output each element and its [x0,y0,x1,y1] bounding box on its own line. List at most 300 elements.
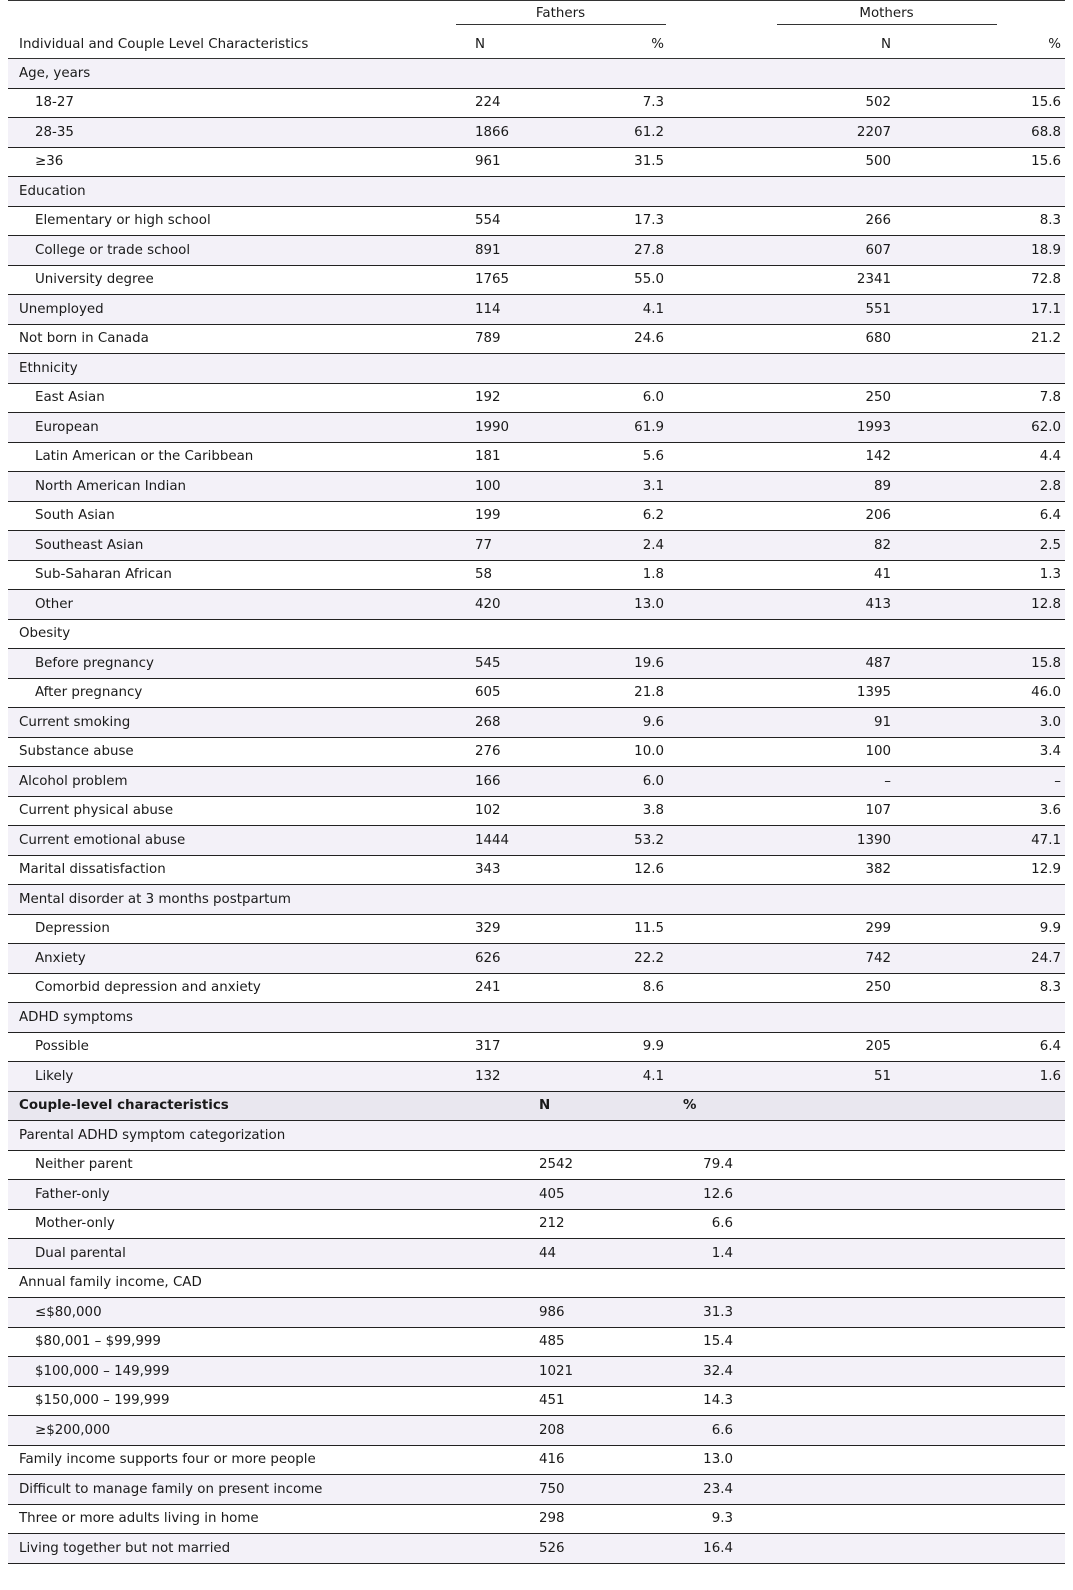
mothers-n-cell: 91 [668,708,893,738]
table-row [8,531,1065,561]
mothers-n-cell: 107 [668,796,893,826]
row-label: East Asian [8,383,453,413]
fathers-n-cell: 961 [453,147,533,177]
table-row [8,265,1065,295]
row-label: Annual family income, CAD [8,1268,453,1298]
fathers-n-cell [453,619,533,649]
fathers-n-cell: 268 [453,708,533,738]
row-spacer [893,1298,1065,1328]
row-spacer [893,1475,1065,1505]
fathers-n-cell: 789 [453,324,533,354]
couple-pct-cell: 13.0 [668,1445,893,1475]
table-row [8,177,1065,207]
row-label: Alcohol problem [8,767,453,797]
row-spacer [893,1504,1065,1534]
mothers-pct-cell: 8.3 [893,973,1065,1003]
mothers-pct-cell: 6.4 [893,1032,1065,1062]
row-label: Current smoking [8,708,453,738]
fathers-n-cell: 58 [453,560,533,590]
row-label: $80,001 – $99,999 [8,1327,453,1357]
row-spacer [453,1150,533,1180]
fathers-pct-cell [533,619,668,649]
fathers-n-cell [453,177,533,207]
table-row [8,501,1065,531]
row-label: South Asian [8,501,453,531]
couple-pct-cell: 1.4 [668,1239,893,1269]
table-row [8,1003,1065,1033]
fathers-n-cell [453,354,533,384]
row-spacer [893,1268,1065,1298]
characteristics-table-container [8,0,1065,1564]
table-row [8,1150,1065,1180]
row-spacer [893,1416,1065,1446]
mothers-pct-cell: 8.3 [893,206,1065,236]
fathers-n-cell: 114 [453,295,533,325]
couple-n-cell: 1021 [533,1357,668,1387]
row-spacer [893,1327,1065,1357]
mothers-n-cell: 382 [668,855,893,885]
fathers-n-cell [453,1003,533,1033]
mothers-n-cell: 206 [668,501,893,531]
fathers-n-cell: 132 [453,1062,533,1092]
mothers-pct-cell: 3.4 [893,737,1065,767]
table-row [8,1327,1065,1357]
couple-n-cell [533,1268,668,1298]
fathers-pct-cell: 21.8 [533,678,668,708]
mothers-n-cell: 742 [668,944,893,974]
fathers-n-cell: 420 [453,590,533,620]
mothers-pct-cell: 6.4 [893,501,1065,531]
mothers-n-cell: 502 [668,88,893,118]
couple-section-spacer [893,1091,1065,1121]
row-spacer [893,1239,1065,1269]
mothers-pct-cell: 72.8 [893,265,1065,295]
fathers-pct-cell: 17.3 [533,206,668,236]
couple-n-cell: 212 [533,1209,668,1239]
row-label: Mother-only [8,1209,453,1239]
mothers-n-cell: 266 [668,206,893,236]
fathers-pct-cell [533,59,668,89]
row-label: Other [8,590,453,620]
fathers-pct-cell: 6.2 [533,501,668,531]
fathers-n-cell: 77 [453,531,533,561]
fathers-pct-cell: 11.5 [533,914,668,944]
couple-pct-cell: 12.6 [668,1180,893,1210]
row-spacer [893,1386,1065,1416]
fathers-n-cell: 166 [453,767,533,797]
mothers-n-cell [668,885,893,915]
fathers-n-cell [453,59,533,89]
table-row [8,1504,1065,1534]
row-label: Age, years [8,59,453,89]
table-row [8,914,1065,944]
table-row [8,1180,1065,1210]
fathers-n-cell: 224 [453,88,533,118]
mothers-n-cell: 299 [668,914,893,944]
fathers-pct-cell: 12.6 [533,855,668,885]
couple-section-label: Couple-level characteristics [8,1091,453,1121]
fathers-n-cell: 276 [453,737,533,767]
table-row [8,1298,1065,1328]
couple-pct-cell: 32.4 [668,1357,893,1387]
couple-n-cell: 405 [533,1180,668,1210]
row-label: Sub-Saharan African [8,560,453,590]
table-row [8,354,1065,384]
table-row [8,236,1065,266]
row-label: Not born in Canada [8,324,453,354]
couple-n-cell: 485 [533,1327,668,1357]
fathers-pct-cell [533,177,668,207]
mothers-pct-cell: 21.2 [893,324,1065,354]
fathers-n-cell: 1866 [453,118,533,148]
row-label: Living together but not married [8,1534,453,1564]
couple-n-header: N [533,1091,668,1121]
mothers-n-cell: 89 [668,472,893,502]
table-row [8,796,1065,826]
fathers-group-header: Fathers [453,1,668,31]
fathers-pct-cell: 24.6 [533,324,668,354]
fathers-pct-cell: 3.8 [533,796,668,826]
mothers-n-cell: 551 [668,295,893,325]
row-label: Ethnicity [8,354,453,384]
fathers-n-cell: 102 [453,796,533,826]
mothers-pct-cell: 7.8 [893,383,1065,413]
mothers-n-cell [668,354,893,384]
couple-pct-cell: 31.3 [668,1298,893,1328]
mothers-pct-header: % [893,30,1065,59]
row-spacer [453,1327,533,1357]
row-spacer [893,1209,1065,1239]
table-row [8,708,1065,738]
fathers-n-cell: 545 [453,649,533,679]
couple-pct-cell: 23.4 [668,1475,893,1505]
couple-pct-cell [668,1268,893,1298]
row-label: European [8,413,453,443]
couple-pct-cell: 6.6 [668,1416,893,1446]
fathers-pct-cell [533,885,668,915]
fathers-n-cell: 554 [453,206,533,236]
row-label: ≥36 [8,147,453,177]
fathers-pct-header: % [533,30,668,59]
table-row [8,826,1065,856]
couple-n-cell: 750 [533,1475,668,1505]
row-label: ≥$200,000 [8,1416,453,1446]
fathers-pct-cell: 4.1 [533,1062,668,1092]
table-row [8,59,1065,89]
row-label: Before pregnancy [8,649,453,679]
mothers-n-cell [668,619,893,649]
mothers-n-cell: 250 [668,383,893,413]
fathers-pct-cell: 13.0 [533,590,668,620]
mothers-pct-cell: 47.1 [893,826,1065,856]
fathers-pct-cell: 19.6 [533,649,668,679]
table-row [8,973,1065,1003]
mothers-n-cell: 487 [668,649,893,679]
mothers-pct-cell: – [893,767,1065,797]
mothers-pct-cell: 68.8 [893,118,1065,148]
mothers-n-cell: 250 [668,973,893,1003]
mothers-pct-cell: 4.4 [893,442,1065,472]
table-row [8,767,1065,797]
mothers-n-cell: 680 [668,324,893,354]
fathers-n-cell: 1990 [453,413,533,443]
fathers-pct-cell: 3.1 [533,472,668,502]
table-row [8,206,1065,236]
characteristics-table [8,0,1065,1564]
mothers-pct-cell [893,885,1065,915]
fathers-pct-cell: 8.6 [533,973,668,1003]
table-row [8,147,1065,177]
mothers-n-cell: 2341 [668,265,893,295]
mothers-n-cell: 1395 [668,678,893,708]
couple-pct-cell: 9.3 [668,1504,893,1534]
mothers-pct-cell: 1.6 [893,1062,1065,1092]
mothers-n-cell: 82 [668,531,893,561]
couple-section-spacer [453,1091,533,1121]
couple-pct-cell: 15.4 [668,1327,893,1357]
table-row [8,472,1065,502]
fathers-pct-cell: 7.3 [533,88,668,118]
row-label: Unemployed [8,295,453,325]
mothers-pct-cell: 17.1 [893,295,1065,325]
header-column-row [8,30,1065,59]
couple-n-cell: 526 [533,1534,668,1564]
table-row [8,1268,1065,1298]
fathers-pct-cell: 61.9 [533,413,668,443]
table-row [8,560,1065,590]
couple-pct-header: % [668,1091,893,1121]
fathers-n-header: N [453,30,533,59]
table-row [8,649,1065,679]
fathers-n-cell: 1765 [453,265,533,295]
row-spacer [453,1386,533,1416]
mothers-pct-cell [893,59,1065,89]
mothers-n-cell [668,1003,893,1033]
row-label: Education [8,177,453,207]
row-spacer [453,1534,533,1564]
row-label: Possible [8,1032,453,1062]
fathers-pct-cell: 9.9 [533,1032,668,1062]
row-label: North American Indian [8,472,453,502]
row-label: College or trade school [8,236,453,266]
table-row [8,678,1065,708]
couple-rows [8,1091,1065,1563]
fathers-n-cell: 605 [453,678,533,708]
couple-pct-cell: 16.4 [668,1534,893,1564]
row-label: Comorbid depression and anxiety [8,973,453,1003]
row-spacer [893,1445,1065,1475]
mothers-pct-cell: 15.8 [893,649,1065,679]
row-spacer [453,1239,533,1269]
table-row [8,590,1065,620]
mothers-pct-cell: 12.8 [893,590,1065,620]
row-label: Elementary or high school [8,206,453,236]
row-label: 28-35 [8,118,453,148]
mothers-pct-cell: 3.6 [893,796,1065,826]
header-empty-cell [8,1,453,31]
mothers-pct-cell: 24.7 [893,944,1065,974]
fathers-pct-cell: 61.2 [533,118,668,148]
table-row [8,1386,1065,1416]
table-row [8,1357,1065,1387]
row-label: Difficult to manage family on present income [8,1475,453,1505]
mothers-pct-cell: 15.6 [893,147,1065,177]
fathers-pct-cell: 2.4 [533,531,668,561]
row-spacer [453,1504,533,1534]
mothers-pct-cell: 15.6 [893,88,1065,118]
row-spacer [453,1357,533,1387]
table-row [8,944,1065,974]
row-label: ADHD symptoms [8,1003,453,1033]
mothers-pct-cell [893,619,1065,649]
couple-n-cell: 298 [533,1504,668,1534]
row-label: Family income supports four or more people [8,1445,453,1475]
row-spacer [893,1357,1065,1387]
mothers-n-header: N [668,30,893,59]
mothers-group-header: Mothers [668,1,1065,31]
couple-n-cell: 986 [533,1298,668,1328]
fathers-pct-cell [533,1003,668,1033]
fathers-n-cell: 100 [453,472,533,502]
fathers-n-cell: 1444 [453,826,533,856]
row-label: 18-27 [8,88,453,118]
row-spacer [453,1209,533,1239]
mothers-pct-cell: 18.9 [893,236,1065,266]
row-label: Depression [8,914,453,944]
fathers-pct-cell: 10.0 [533,737,668,767]
row-spacer [453,1416,533,1446]
table-row [8,442,1065,472]
table-row [8,737,1065,767]
table-row [8,1032,1065,1062]
fathers-pct-cell: 6.0 [533,767,668,797]
table-row [8,1239,1065,1269]
fathers-n-cell: 181 [453,442,533,472]
fathers-pct-cell: 55.0 [533,265,668,295]
fathers-pct-cell: 5.6 [533,442,668,472]
row-label: Latin American or the Caribbean [8,442,453,472]
row-label: Mental disorder at 3 months postpartum [8,885,453,915]
row-label: After pregnancy [8,678,453,708]
fathers-n-cell: 891 [453,236,533,266]
row-spacer [453,1268,533,1298]
row-label: Three or more adults living in home [8,1504,453,1534]
mothers-n-cell: – [668,767,893,797]
table-row [8,1445,1065,1475]
mothers-pct-cell: 1.3 [893,560,1065,590]
fathers-n-cell: 343 [453,855,533,885]
table-row [8,295,1065,325]
mothers-pct-cell [893,1003,1065,1033]
couple-n-cell: 208 [533,1416,668,1446]
mothers-pct-cell [893,177,1065,207]
mothers-n-cell [668,59,893,89]
table-row [8,383,1065,413]
table-row [8,1062,1065,1092]
couple-n-cell [533,1121,668,1151]
mothers-n-cell: 1390 [668,826,893,856]
header-group-row [8,1,1065,31]
fathers-pct-cell: 27.8 [533,236,668,266]
fathers-n-cell [453,885,533,915]
individual-rows [8,59,1065,1092]
row-label: Father-only [8,1180,453,1210]
fathers-pct-cell [533,354,668,384]
row-label: ≤$80,000 [8,1298,453,1328]
row-spacer [893,1150,1065,1180]
row-label: Parental ADHD symptom categorization [8,1121,453,1151]
fathers-n-cell: 329 [453,914,533,944]
mothers-n-cell: 1993 [668,413,893,443]
row-label: Marital dissatisfaction [8,855,453,885]
fathers-n-cell: 626 [453,944,533,974]
table-row [8,855,1065,885]
row-label: Substance abuse [8,737,453,767]
mothers-pct-cell: 46.0 [893,678,1065,708]
row-label: Current emotional abuse [8,826,453,856]
mothers-pct-cell: 2.8 [893,472,1065,502]
row-label: Southeast Asian [8,531,453,561]
couple-pct-cell: 79.4 [668,1150,893,1180]
table-row [8,619,1065,649]
fathers-pct-cell: 1.8 [533,560,668,590]
row-label: Current physical abuse [8,796,453,826]
mothers-pct-cell: 62.0 [893,413,1065,443]
fathers-pct-cell: 53.2 [533,826,668,856]
table-row [8,88,1065,118]
table-row [8,413,1065,443]
mothers-n-cell: 2207 [668,118,893,148]
table-row [8,324,1065,354]
row-spacer [893,1180,1065,1210]
fathers-n-cell: 241 [453,973,533,1003]
row-spacer [453,1121,533,1151]
row-label: Obesity [8,619,453,649]
row-spacer [453,1298,533,1328]
row-label-header: Individual and Couple Level Characteristics [8,30,453,59]
row-label: Neither parent [8,1150,453,1180]
mothers-n-cell: 142 [668,442,893,472]
mothers-n-cell: 100 [668,737,893,767]
couple-pct-cell: 6.6 [668,1209,893,1239]
couple-n-cell: 44 [533,1239,668,1269]
row-spacer [453,1180,533,1210]
mothers-n-cell: 41 [668,560,893,590]
row-spacer [893,1534,1065,1564]
mothers-n-cell: 607 [668,236,893,266]
couple-section-header [8,1091,1065,1121]
table-row [8,885,1065,915]
row-spacer [453,1445,533,1475]
fathers-pct-cell: 4.1 [533,295,668,325]
table-row [8,1121,1065,1151]
couple-n-cell: 416 [533,1445,668,1475]
table-header [8,1,1065,59]
mothers-n-cell: 205 [668,1032,893,1062]
couple-pct-cell [668,1121,893,1151]
fathers-pct-cell: 6.0 [533,383,668,413]
couple-pct-cell: 14.3 [668,1386,893,1416]
mothers-pct-cell: 9.9 [893,914,1065,944]
mothers-pct-cell [893,354,1065,384]
mothers-pct-cell: 2.5 [893,531,1065,561]
row-label: Dual parental [8,1239,453,1269]
row-spacer [893,1121,1065,1151]
fathers-n-cell: 317 [453,1032,533,1062]
table-row [8,1534,1065,1564]
mothers-n-cell: 500 [668,147,893,177]
fathers-pct-cell: 9.6 [533,708,668,738]
